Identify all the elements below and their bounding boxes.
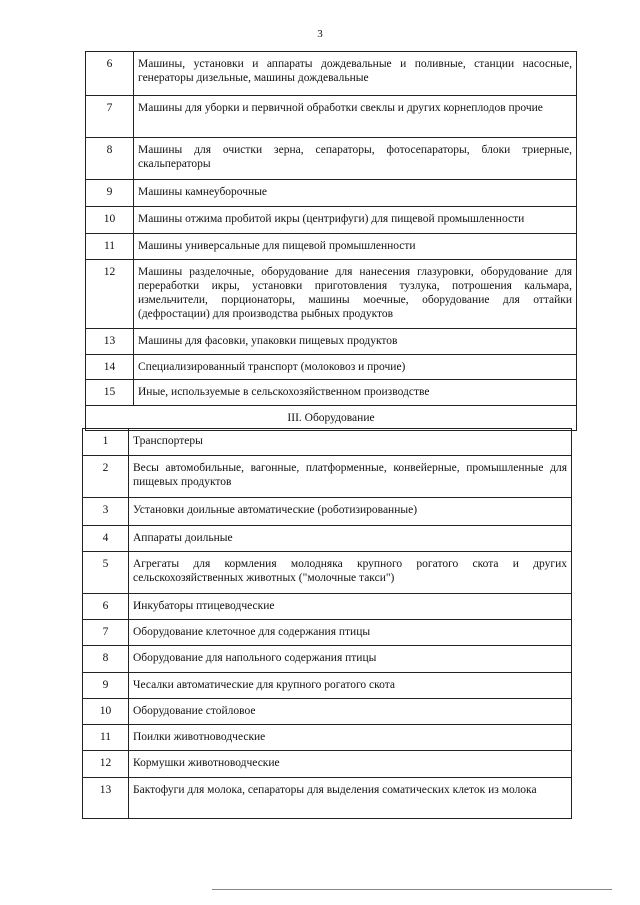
row-number: 15 bbox=[86, 380, 134, 406]
row-number: 6 bbox=[83, 594, 129, 620]
row-text: Машины отжима пробитой икры (центрифуги) для пищевой промышленности bbox=[134, 207, 577, 234]
row-text: Бактофуги для молока, сепараторы для выделения соматических клеток из молока bbox=[129, 778, 572, 819]
table-row bbox=[83, 751, 572, 778]
table-row bbox=[83, 699, 572, 725]
table-row bbox=[86, 138, 577, 180]
table-row bbox=[83, 673, 572, 699]
row-text: Специализированный транспорт (молоковоз и прочие) bbox=[134, 355, 577, 380]
table-row bbox=[83, 594, 572, 620]
row-number: 9 bbox=[83, 673, 129, 699]
table-row bbox=[86, 234, 577, 260]
table-row bbox=[83, 646, 572, 673]
table-row bbox=[83, 778, 572, 819]
row-number: 13 bbox=[86, 329, 134, 355]
row-number: 12 bbox=[86, 260, 134, 329]
row-number: 11 bbox=[83, 725, 129, 751]
row-text: Оборудование стойловое bbox=[129, 699, 572, 725]
row-number: 6 bbox=[86, 52, 134, 96]
row-number: 3 bbox=[83, 498, 129, 526]
row-number: 13 bbox=[83, 778, 129, 819]
row-number: 2 bbox=[83, 456, 129, 498]
row-number: 8 bbox=[86, 138, 134, 180]
row-number: 11 bbox=[86, 234, 134, 260]
table-row bbox=[86, 180, 577, 207]
section-title: III. Оборудование bbox=[86, 406, 577, 431]
section-row bbox=[86, 406, 577, 431]
table-row bbox=[83, 620, 572, 646]
row-text: Машины разделочные, оборудование для нанесения глазуровки, оборудование для переработки икры, установки приготовления тузлука, потрошения кальмара, измельчители, порционаторы, машины моечные, оборудование для оттайки (дефростации) для производства рыбных продуктов bbox=[134, 260, 577, 329]
row-number: 14 bbox=[86, 355, 134, 380]
row-text: Иные, используемые в сельскохозяйственном производстве bbox=[134, 380, 577, 406]
table-row bbox=[83, 429, 572, 456]
row-text: Чесалки автоматические для крупного рогатого скота bbox=[129, 673, 572, 699]
row-number: 12 bbox=[83, 751, 129, 778]
table-row bbox=[86, 355, 577, 380]
row-text: Установки доильные автоматические (роботизированные) bbox=[129, 498, 572, 526]
table-row bbox=[86, 260, 577, 329]
row-number: 10 bbox=[86, 207, 134, 234]
row-text: Поилки животноводческие bbox=[129, 725, 572, 751]
row-number: 7 bbox=[83, 620, 129, 646]
row-text: Кормушки животноводческие bbox=[129, 751, 572, 778]
row-text: Весы автомобильные, вагонные, платформенные, конвейерные, промышленные для пищевых продуктов bbox=[129, 456, 572, 498]
equipment-table bbox=[82, 428, 572, 819]
table-row bbox=[83, 456, 572, 498]
table-row bbox=[83, 526, 572, 552]
machines-table bbox=[85, 51, 577, 431]
row-number: 9 bbox=[86, 180, 134, 207]
table-row bbox=[86, 96, 577, 138]
row-number: 5 bbox=[83, 552, 129, 594]
table-row bbox=[83, 552, 572, 594]
row-text: Машины камнеуборочные bbox=[134, 180, 577, 207]
row-text: Инкубаторы птицеводческие bbox=[129, 594, 572, 620]
row-text: Машины для фасовки, упаковки пищевых продуктов bbox=[134, 329, 577, 355]
row-text: Транспортеры bbox=[129, 429, 572, 456]
row-number: 7 bbox=[86, 96, 134, 138]
row-text: Агрегаты для кормления молодняка крупного рогатого скота и других сельскохозяйственных животных ("молочные такси") bbox=[129, 552, 572, 594]
table-row bbox=[83, 498, 572, 526]
row-number: 8 bbox=[83, 646, 129, 673]
row-number: 1 bbox=[83, 429, 129, 456]
row-text: Машины для уборки и первичной обработки свеклы и других корнеплодов прочие bbox=[134, 96, 577, 138]
row-text: Оборудование клеточное для содержания птицы bbox=[129, 620, 572, 646]
bottom-rule bbox=[212, 889, 612, 890]
table-row bbox=[86, 329, 577, 355]
page-number: 3 bbox=[317, 28, 323, 40]
table-row bbox=[86, 207, 577, 234]
table-row bbox=[86, 52, 577, 96]
row-text: Машины для очистки зерна, сепараторы, фотосепараторы, блоки триерные, скальператоры bbox=[134, 138, 577, 180]
row-text: Оборудование для напольного содержания птицы bbox=[129, 646, 572, 673]
row-text: Аппараты доильные bbox=[129, 526, 572, 552]
row-text: Машины, установки и аппараты дождевальные и поливные, станции насосные, генераторы дизельные, машины дождевальные bbox=[134, 52, 577, 96]
table-row bbox=[86, 380, 577, 406]
row-text: Машины универсальные для пищевой промышленности bbox=[134, 234, 577, 260]
row-number: 4 bbox=[83, 526, 129, 552]
table-row bbox=[83, 725, 572, 751]
row-number: 10 bbox=[83, 699, 129, 725]
